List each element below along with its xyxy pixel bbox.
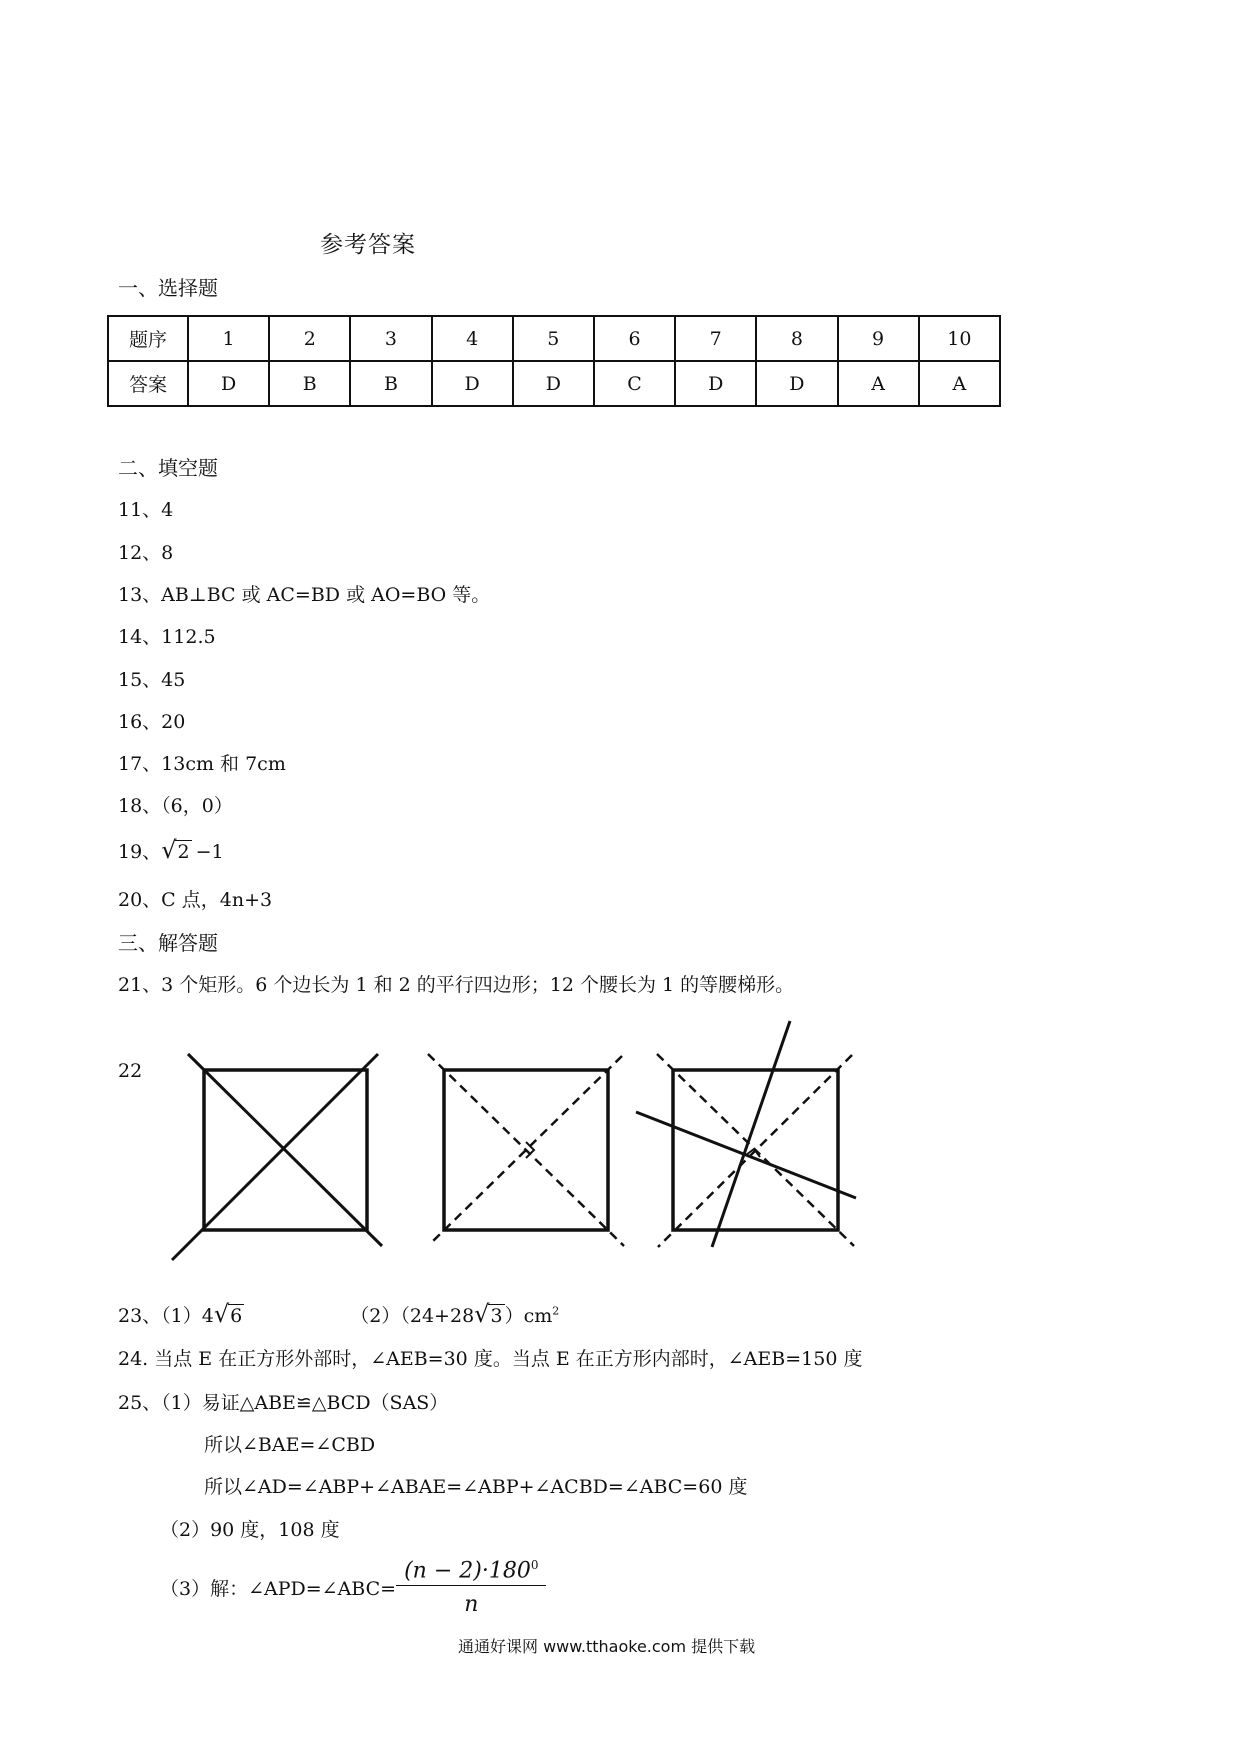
answer-cell: B xyxy=(269,361,350,406)
radicand: 3 xyxy=(490,1305,503,1327)
question-number-cell: 9 xyxy=(838,316,919,361)
sqrt-expression xyxy=(214,1300,244,1328)
answer-cell: A xyxy=(838,361,919,406)
question-label-22: 22 xyxy=(118,1060,143,1082)
answer-line: 12、8 xyxy=(118,542,174,564)
answer-line: 20、C 点，4n+3 xyxy=(118,889,273,911)
part2-prefix: （2）（24+28 xyxy=(350,1305,475,1327)
radicand: 6 xyxy=(230,1305,243,1327)
part2-suffix: ）cm xyxy=(504,1305,553,1327)
radical-sign-icon: √ xyxy=(161,836,177,864)
numerator-text: (n − 2)·180 xyxy=(404,1558,531,1584)
table-row xyxy=(108,316,1000,361)
line-prefix: （3）解：∠APD=∠ABC= xyxy=(160,1578,397,1601)
question-number-cell: 6 xyxy=(594,316,675,361)
section-heading-choice: 一、选择题 xyxy=(118,276,218,300)
expression-rest: −1 xyxy=(195,841,224,863)
degree-superscript: 0 xyxy=(530,1558,539,1572)
answer-line: 15、45 xyxy=(118,669,186,691)
page-footer: 通通好课网 www.tthaoke.com 提供下载 xyxy=(458,1637,756,1656)
figure-square-rotated-lines xyxy=(630,1015,870,1285)
answer-cell: D xyxy=(188,361,269,406)
answer-line: 18、（6，0） xyxy=(118,795,233,817)
answer-line: （2）90 度，108 度 xyxy=(160,1519,340,1541)
part1-prefix: 23、（1）4 xyxy=(118,1305,214,1327)
answer-cell: B xyxy=(350,361,431,406)
sqrt-expression xyxy=(474,1300,504,1328)
fraction-denominator: n xyxy=(464,1592,479,1618)
question-prefix: 19、 xyxy=(118,841,162,863)
question-number-cell: 10 xyxy=(919,316,1000,361)
answer-line: 所以∠BAE=∠CBD xyxy=(204,1434,376,1456)
fraction xyxy=(396,1558,546,1617)
radical-sign-icon: √ xyxy=(474,1300,490,1328)
answer-line-23 xyxy=(118,1300,559,1328)
answer-cell: D xyxy=(432,361,513,406)
answer-line: 所以∠AD=∠ABP+∠ABAE=∠ABP+∠ACBD=∠ABC=60 度 xyxy=(204,1476,748,1498)
answer-line: 21、3 个矩形。6 个边长为 1 和 2 的平行四边形；12 个腰长为 1 的等腰梯形。 xyxy=(118,974,795,996)
fraction-numerator xyxy=(396,1558,546,1586)
figure-square-diagonals xyxy=(160,1040,400,1280)
question-number-cell: 3 xyxy=(350,316,431,361)
radicand: 2 xyxy=(177,841,190,863)
solid-line xyxy=(712,1021,790,1247)
answer-line: 14、112.5 xyxy=(118,626,216,648)
answer-cell: C xyxy=(594,361,675,406)
diagonal-line xyxy=(188,1054,382,1246)
unit-superscript: 2 xyxy=(552,1304,560,1318)
question-number-cell: 8 xyxy=(756,316,837,361)
table-row xyxy=(108,361,1000,406)
answer-line: 16、20 xyxy=(118,711,186,733)
answer-cell: A xyxy=(919,361,1000,406)
table-header-cell: 题序 xyxy=(108,316,188,361)
section-heading-fill: 二、填空题 xyxy=(118,456,218,480)
radical-sign-icon: √ xyxy=(213,1300,230,1328)
answer-line: 11、4 xyxy=(118,499,174,521)
question-number-cell: 1 xyxy=(188,316,269,361)
page-title: 参考答案 xyxy=(320,232,416,258)
answer-line-19 xyxy=(118,836,224,864)
answer-cell: D xyxy=(675,361,756,406)
question-number-cell: 2 xyxy=(269,316,350,361)
answer-line: 17、13cm 和 7cm xyxy=(118,753,286,775)
answer-line: 13、AB⊥BC 或 AC=BD 或 AO=BO 等。 xyxy=(118,584,491,606)
table-header-cell: 答案 xyxy=(108,361,188,406)
answer-cell: D xyxy=(513,361,594,406)
question-number-cell: 5 xyxy=(513,316,594,361)
answer-cell: D xyxy=(756,361,837,406)
sqrt-expression xyxy=(161,836,191,864)
figure-square-dashed-diagonals xyxy=(420,1040,640,1280)
answer-table xyxy=(107,315,1001,407)
section-heading-solutions: 三、解答题 xyxy=(118,931,218,955)
question-number-cell: 7 xyxy=(675,316,756,361)
question-number-cell: 4 xyxy=(432,316,513,361)
answer-line: 24. 当点 E 在正方形外部时，∠AEB=30 度。当点 E 在正方形内部时，∠AEB=150 度 xyxy=(118,1348,863,1370)
answer-line-25-3 xyxy=(160,1558,546,1617)
answer-line: 25、（1）易证△ABE≌△BCD（SAS） xyxy=(118,1392,449,1414)
